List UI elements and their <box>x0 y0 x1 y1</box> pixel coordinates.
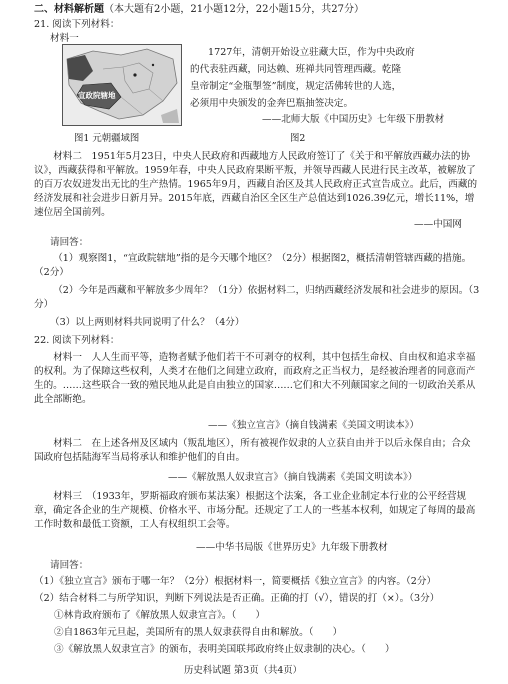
q22-judge-item: ②自1863年元旦起，美国所有的黑人奴隶获得自由和解放。（ ） <box>54 627 343 638</box>
q21-material2-source: ——中国网 <box>414 219 462 230</box>
q21-material2: 材料二 1951年5月23日，中央人民政府和西藏地方人民政府签订了《关于和平解放西藏办法的协议》，西藏获得和平解放。1959年春，中央人民政府果断平叛，并领导西藏人民进行民主改革，被解放了的百万农奴迸发出无比的生产热情。1965年9月，西藏自治区及其人民政府正式宣告成立。此后，西藏的经济发展和社会进步日新月异。2015年底，西藏自治区全区生产总值达到1026.39亿元，增长11%，增速位居全国前列。 <box>34 151 478 218</box>
q22-material1: 材料一 人人生而平等，造物者赋予他们若干不可剥夺的权利，其中包括生命权、自由权和追求幸福的权利。为了保障这些权利，人类才在他们之间建立政府，而政府之正当权力，是经被治理者的同意而产生的。……这些联合一致的殖民地从此是自由独立的国家……它们和大不列颠国家之间的一切政治关系从此全部断绝。 <box>34 352 476 405</box>
section-info: （本大题有2小题，21小题12分，22小题15分，共27分） <box>104 4 364 15</box>
page-footer: 历史科试题 第3页（共4页） <box>184 665 303 676</box>
q22-judge-item: ③《解放黑人奴隶宣言》的颁布，表明美国联邦政府终止奴隶制的决心。（ ） <box>54 644 395 655</box>
section-title: 二、材料解析题 <box>34 4 104 15</box>
q22-material3-source: ——中华书局版《世界历史》九年级下册教材 <box>196 542 388 553</box>
q22-material2: 材料二 在上述各州及区域内（叛乱地区），所有被视作奴隶的人立获自由并于以后永保自由；合众国政府包括陆海军当局将承认和维护他们的自由。 <box>34 438 471 463</box>
q21-material1-line1: 1727年，清朝开始设立驻藏大臣，作为中央政府 <box>208 47 415 58</box>
q22-material3: 材料三 （1933年，罗斯福政府颁布某法案）根据这个法案，各工业企业制定本行业的公平经营规章，确定各企业的生产规模、价格水平、市场分配。还规定了工人的一些基本权利，如规定了每周的最高工作时数和最低工资额，工人有权组织工会等。 <box>34 491 476 530</box>
map-label-xuanzheng: 宣政院辖地 <box>78 91 116 100</box>
q21-sub2: （2）今年是西藏和平解放多少周年？（1分）依据材料二，归纳西藏经济发展和社会进步的原因。（3分） <box>34 285 480 310</box>
map-graphic <box>63 45 181 125</box>
q21-ask: 请回答： <box>50 237 89 248</box>
q22-judge-item: ①林肯政府颁布了《解放黑人奴隶宣言》。（ ） <box>54 610 266 621</box>
q21-material1-label: 材料一 <box>50 33 79 44</box>
q21-material1-source: ——北师大版《中国历史》七年级下册教材 <box>262 114 445 125</box>
q21-intro: 21. 阅读下列材料： <box>34 19 120 30</box>
q21-material1-line4: 必须用中央颁发的金奔巴瓶抽签决定。 <box>190 98 354 109</box>
q21-sub3: （3）以上两则材料共同说明了什么？（4分） <box>50 317 245 328</box>
q21-material1-line3: 皇帝制定“金瓶掣签”制度，规定活佛转世的人选， <box>190 81 402 92</box>
q21-sub1: （1）观察图1，“宣政院辖地”指的是今天哪个地区？（2分）根据图2，概括清朝管辖西藏的措施。（2分） <box>34 253 472 278</box>
yuan-territory-map <box>62 44 182 126</box>
q22-ask: 请回答： <box>50 560 89 571</box>
q22-sub1: （1）《独立宣言》颁布于哪一年？（2分）根据材料一，简要概括《独立宣言》的内容。（2分） <box>34 576 437 587</box>
q22-material2-source: ——《解放黑人奴隶宣言》（摘自钱满素《美国文明读本》） <box>168 472 418 483</box>
q22-sub2: （2）结合材料二与所学知识，判断下列说法是否正确。正确的打（√），错误的打（×）。（3分） <box>34 593 440 604</box>
q22-material1-source: ——《独立宣言》（摘自钱满素《美国文明读本》） <box>208 420 420 431</box>
q22-intro: 22. 阅读下列材料： <box>34 335 120 346</box>
figure2-caption: 图2 <box>290 133 306 144</box>
q21-material1-line2: 的代表驻西藏，同达赖、班禅共同管理西藏。乾隆 <box>190 64 402 75</box>
figure1-caption: 图1 元朝疆域图 <box>74 133 140 144</box>
section-heading <box>34 3 364 18</box>
